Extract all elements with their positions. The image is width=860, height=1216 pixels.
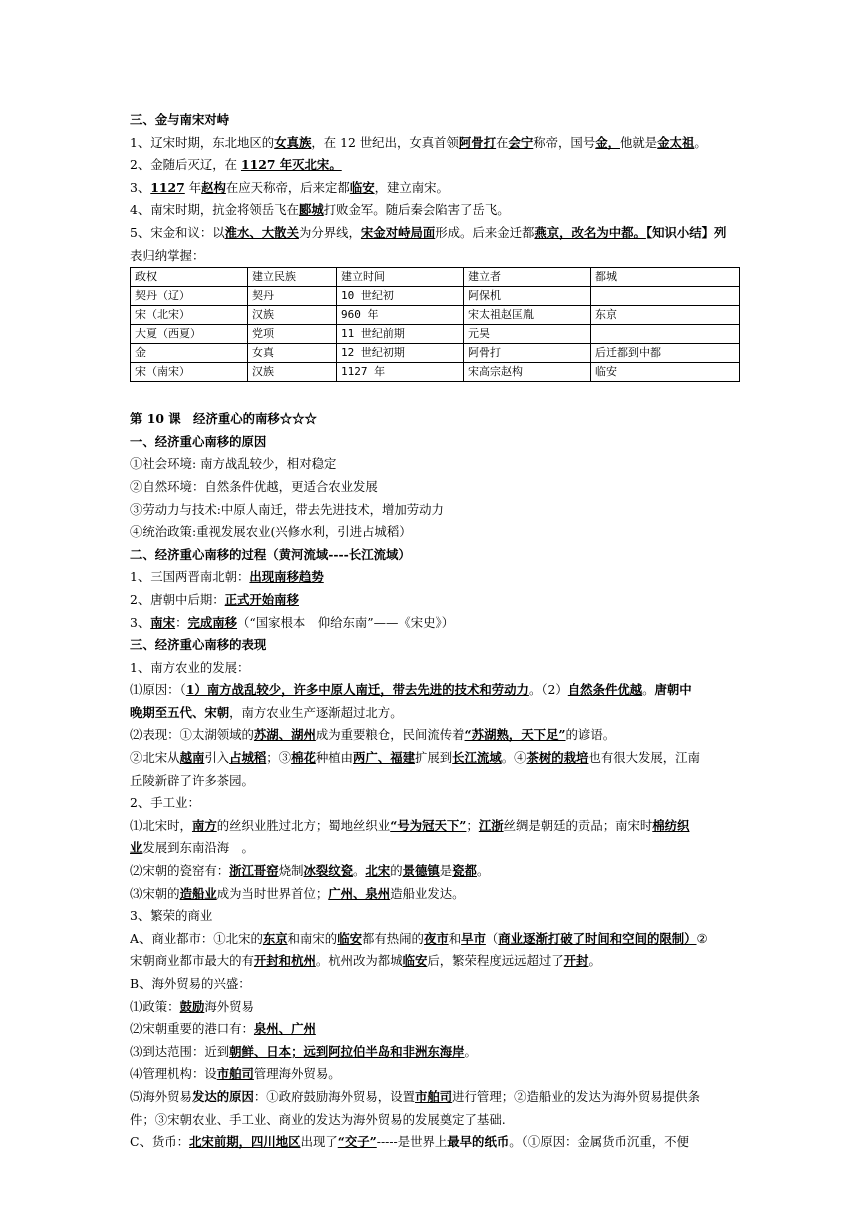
text: 1、辽宋时期，东北地区的 — [130, 134, 275, 150]
text: 的 — [390, 863, 403, 879]
paragraph-line — [130, 589, 740, 612]
text: 3、 — [130, 179, 151, 195]
text: ⑷管理机构：设 — [130, 1066, 217, 1082]
text: ②北宋从 — [130, 750, 180, 766]
key-term: 金太祖 — [657, 134, 695, 150]
key-term: 早市 — [461, 930, 486, 946]
key-term: 晚期至五代、宋朝 — [130, 704, 230, 720]
key-term: 棉纺织 — [652, 817, 690, 833]
text: ⑵宋朝的瓷窑有： — [130, 863, 230, 879]
paragraph-line: 件；③宋朝农业、手工业、商业的发达为海外贸易的发展奠定了基础. — [130, 1111, 506, 1127]
text: 在应天称帝，后来定都 — [225, 179, 350, 195]
key-term: 商业逐渐打破了时间和空间的限制） — [498, 930, 697, 946]
text: 在 — [496, 134, 509, 150]
paragraph-line — [130, 996, 740, 1019]
text: 5、宋金和议：以 — [130, 224, 225, 240]
table-cell: 阿骨打 — [464, 344, 591, 363]
text: 4、南宋时期，抗金将领岳飞在 — [130, 202, 299, 218]
key-term: “交子” — [337, 1134, 377, 1150]
key-term: 江浙 — [478, 817, 504, 833]
key-term: 郾城 — [298, 202, 324, 218]
key-term: 会宁 — [508, 134, 534, 150]
text: 。杭州改为都城 — [315, 953, 403, 969]
text: 后，繁荣程度远远超过了 — [427, 953, 564, 969]
text: 成为重要粮仓，民间流传着 — [315, 727, 465, 743]
key-term: 开封 — [563, 953, 589, 969]
text: 成为当时世界首位； — [216, 885, 329, 901]
text: 。 — [353, 863, 366, 879]
key-term: 临安 — [337, 930, 362, 946]
key-term: 长江流域 — [452, 750, 502, 766]
text: ： — [175, 614, 188, 630]
paragraph-line — [130, 747, 740, 770]
table-cell: 后迁都到中都 — [591, 344, 740, 363]
text: 。（①原因：金属货币沉重，不便 — [509, 1134, 689, 1150]
paragraph-line: B、海外贸易的兴盛： — [130, 976, 251, 991]
table-cell: 11 世纪前期 — [337, 325, 464, 344]
table-row — [131, 363, 740, 382]
text: 宋朝商业都市最大的有 — [130, 953, 254, 969]
text: 。 — [694, 134, 707, 150]
lesson-title: 第 10 课 经济重心的南移☆☆☆ — [130, 411, 317, 427]
text: 发展到东南沿海 。 — [142, 840, 254, 856]
text: 扩展到 — [414, 750, 453, 766]
text: 3、 — [130, 614, 151, 630]
paragraph-line — [130, 566, 740, 589]
table-cell: 大夏（西夏） — [131, 325, 248, 344]
key-term: 南方 — [191, 817, 217, 833]
table-cell: 政权 — [131, 268, 248, 287]
text: 为分界线， — [298, 224, 361, 240]
text: ，南方农业生产逐渐超过北方。 — [229, 704, 403, 720]
table-header-row — [131, 268, 740, 287]
paragraph-line: ②自然环境：自然条件优越，更适合农业发展 — [130, 478, 378, 494]
key-term: 苏湖、湖州 — [253, 727, 316, 743]
text: ；③ — [266, 750, 292, 766]
text: ； — [466, 817, 479, 833]
text: ：①政府鼓励海外贸易，设置 — [253, 1088, 415, 1104]
text: 形成。后来金迁都 — [435, 224, 535, 240]
table-cell — [591, 287, 740, 306]
text: 丝绸是朝廷的贡品；南宋时 — [503, 817, 653, 833]
paragraph-line — [130, 815, 740, 838]
key-term: 茶树的栽培 — [526, 750, 589, 766]
key-term: 正式开始南移 — [224, 591, 299, 607]
key-term: 临安 — [349, 179, 375, 195]
key-term: 阿骨打 — [458, 134, 497, 150]
table-cell: 女真 — [248, 344, 337, 363]
table-row — [131, 287, 740, 306]
paragraph-line — [130, 199, 740, 222]
text: C、货币： — [130, 1134, 190, 1150]
text: ⑶到达范围：近到 — [130, 1043, 230, 1059]
key-term: 北宋前期，四川地区 — [189, 1134, 301, 1150]
key-term: 宋金对峙局面 — [360, 224, 436, 240]
table-cell: 金 — [131, 344, 248, 363]
key-term: 两广、福建 — [353, 750, 415, 766]
key-term: 淮水、大散关 — [224, 224, 299, 240]
paragraph-line: 1、南方农业的发展： — [130, 659, 250, 675]
table-cell: 建立时间 — [337, 268, 464, 287]
text: 2、金随后灭辽，在 — [130, 157, 241, 173]
text: 。 — [476, 863, 490, 879]
paragraph-line — [130, 883, 740, 906]
table-cell: 契丹 — [248, 287, 337, 306]
paragraph-line — [130, 222, 740, 245]
text: 是 — [439, 863, 453, 879]
table-cell: 宋（南宋） — [131, 363, 248, 382]
text: 年 — [184, 179, 202, 195]
table-cell: 契丹（辽） — [131, 287, 248, 306]
paragraph-line — [130, 837, 740, 860]
paragraph-line: 3、繁荣的商业 — [130, 908, 213, 924]
key-term: 瓷都 — [452, 863, 477, 879]
text: 1、三国两晋南北朝： — [130, 569, 250, 585]
document-body — [130, 109, 740, 1154]
key-term: 燕京，改名为中都。 — [534, 224, 646, 240]
text: 。④ — [501, 750, 527, 766]
key-term: 临安 — [402, 953, 428, 969]
section-heading: 三、经济重心南移的表现 — [130, 637, 267, 653]
text: 也有很大发展，江南 — [588, 750, 700, 766]
paragraph-line — [130, 1063, 740, 1086]
table-cell: 建立民族 — [248, 268, 337, 287]
key-term: 1）南方战乱较少，许多中原人南迁，带去先进的技术和劳动力 — [185, 682, 529, 698]
key-term: 朝鲜、日本；远到阿拉伯半岛和非洲东海岸 — [229, 1043, 465, 1059]
table-row — [131, 325, 740, 344]
table-cell: 10 世纪初 — [337, 287, 464, 306]
text: 造船业发达。 — [390, 885, 465, 901]
key-term: 业 — [130, 840, 143, 856]
text: 都有热闹的 — [361, 930, 424, 946]
key-term: 发达的原因 — [191, 1088, 254, 1104]
text: 和 — [448, 930, 462, 946]
text: 和南宋的 — [287, 930, 338, 946]
table-cell: 都城 — [591, 268, 740, 287]
key-term: 夜市 — [423, 930, 449, 946]
key-term: 浙江哥窑 — [229, 863, 279, 879]
key-term: 1127 年灭北宋。 — [240, 157, 342, 173]
key-term: 北宋 — [365, 863, 391, 879]
text: ⑵表现：①太湖领域的 — [130, 727, 254, 743]
key-term: 泉州、广州 — [253, 1021, 316, 1037]
key-term: 棉花 — [291, 750, 316, 766]
text: 。 — [464, 1043, 477, 1059]
text: ⑶宋朝的 — [130, 885, 180, 901]
section-heading: 一、经济重心南移的原因 — [130, 433, 267, 449]
key-term: 完成南移 — [187, 614, 238, 630]
paragraph-line — [130, 177, 740, 200]
key-term: 市舶司 — [216, 1066, 254, 1082]
key-term: 市舶司 — [414, 1088, 453, 1104]
text: （“国家根本 仰给东南”——《宋史》） — [237, 614, 455, 630]
text: 烧制 — [278, 863, 304, 879]
text: ，建立南宋。 — [374, 179, 449, 195]
paragraph-line: ④统治政策:重视发展农业(兴修水利，引进占城稻） — [130, 524, 412, 540]
key-term: “苏湖熟，天下足” — [464, 727, 566, 743]
table-row — [131, 306, 740, 325]
table-cell: 宋（北宋） — [131, 306, 248, 325]
key-term: 金， — [595, 134, 620, 150]
table-cell: 12 世纪初期 — [337, 344, 464, 363]
table-cell: 汉族 — [248, 363, 337, 382]
key-term: 开封和杭州 — [253, 953, 316, 969]
text: 出现了 — [300, 1134, 338, 1150]
text: 。 — [588, 953, 601, 969]
key-term: 越南 — [179, 750, 205, 766]
table-cell: 960 年 — [337, 306, 464, 325]
text: ⑴原因：（ — [130, 682, 186, 698]
paragraph-line: ③劳动力与技术:中原人南迁，带去先进技术，增加劳动力 — [130, 501, 444, 517]
paragraph-line — [130, 928, 740, 951]
paragraph-line — [130, 950, 740, 973]
text: ⑸海外贸易 — [130, 1088, 192, 1104]
text: 引入 — [204, 750, 230, 766]
key-term: 鼓励 — [179, 998, 205, 1014]
table-cell: 汉族 — [248, 306, 337, 325]
text: 进行管理；②造船业的发达为海外贸易提供条 — [452, 1088, 700, 1104]
key-term: 最早的纸币 — [447, 1134, 510, 1150]
table-cell: 阿保机 — [464, 287, 591, 306]
text: 【知识小结】列 — [645, 224, 727, 240]
key-term: 广州、泉州 — [328, 885, 391, 901]
table-cell: 东京 — [591, 306, 740, 325]
table-row — [131, 344, 740, 363]
table-cell: 建立者 — [464, 268, 591, 287]
text: -----是世界上 — [376, 1134, 448, 1150]
paragraph-line — [130, 724, 740, 747]
text: 打败金军。随后秦会陷害了岳飞。 — [323, 202, 510, 218]
paragraph-line — [130, 132, 740, 155]
text: ，在 12 世纪出，女真首领 — [311, 134, 459, 150]
key-term: 自然条件优越 — [567, 682, 643, 698]
paragraph-line — [130, 860, 740, 883]
text: 种植由 — [315, 750, 354, 766]
text: ⑴北宋时， — [130, 817, 192, 833]
key-term: 南宋 — [150, 614, 176, 630]
paragraph-line — [130, 612, 740, 635]
text: 。 — [642, 682, 655, 698]
key-term: 赵构 — [201, 179, 226, 195]
paragraph-line: 丘陵新辟了许多茶园。 — [130, 772, 254, 788]
text: 唐朝中 — [654, 682, 692, 698]
table-cell — [591, 325, 740, 344]
text: 的谚语。 — [565, 727, 616, 743]
paragraph-line — [130, 702, 740, 725]
paragraph-line — [130, 1086, 740, 1109]
text: 管理海外贸易。 — [253, 1066, 341, 1082]
text: 海外贸易 — [204, 998, 254, 1014]
section-title-jin-song: 三、金与南宋对峙 — [130, 112, 230, 127]
key-term: 占城稻 — [229, 750, 267, 766]
key-term: 1127 — [150, 179, 185, 195]
paragraph-line: ①社会环境: 南方战乱较少，相对稳定 — [130, 456, 337, 472]
section-heading: 二、经济重心南移的过程（黄河流域----长江流域） — [130, 546, 411, 562]
key-term: 女真族 — [274, 134, 312, 150]
paragraph-line: 2、手工业： — [130, 795, 200, 811]
text: 。（2） — [528, 682, 568, 698]
table-cell: 宋高宗赵构 — [464, 363, 591, 382]
text: ⑴政策： — [130, 998, 180, 1014]
table-cell: 临安 — [591, 363, 740, 382]
text: 称帝，国号 — [533, 134, 596, 150]
paragraph-line — [130, 1018, 740, 1041]
text: A、商业都市：①北宋的 — [130, 930, 263, 946]
paragraph-line — [130, 1041, 740, 1064]
key-term: “号为冠天下” — [390, 817, 467, 833]
table-cell: 党项 — [248, 325, 337, 344]
key-term: 东京 — [262, 930, 288, 946]
table-cell: 1127 年 — [337, 363, 464, 382]
text: （ — [485, 930, 499, 946]
paragraph-line — [130, 1131, 740, 1154]
key-term: 造船业 — [179, 885, 217, 901]
text: 的丝织业胜过北方；蜀地丝织业 — [216, 817, 391, 833]
key-term: 出现南移趋势 — [249, 569, 324, 585]
text: 2、唐朝中后期： — [130, 591, 225, 607]
table-cell: 宋太祖赵匡胤 — [464, 306, 591, 325]
key-term: 冰裂纹瓷 — [303, 863, 354, 879]
text: 他就是 — [620, 134, 658, 150]
table-cell: 元昊 — [464, 325, 591, 344]
paragraph-line — [130, 154, 740, 177]
text: ② — [696, 930, 708, 946]
key-term: 景德镇 — [402, 863, 440, 879]
paragraph-line — [130, 679, 740, 702]
paragraph-line: 表归纳掌握： — [130, 247, 205, 263]
regimes-table — [130, 267, 740, 382]
text: ⑵宋朝重要的港口有： — [130, 1021, 254, 1037]
